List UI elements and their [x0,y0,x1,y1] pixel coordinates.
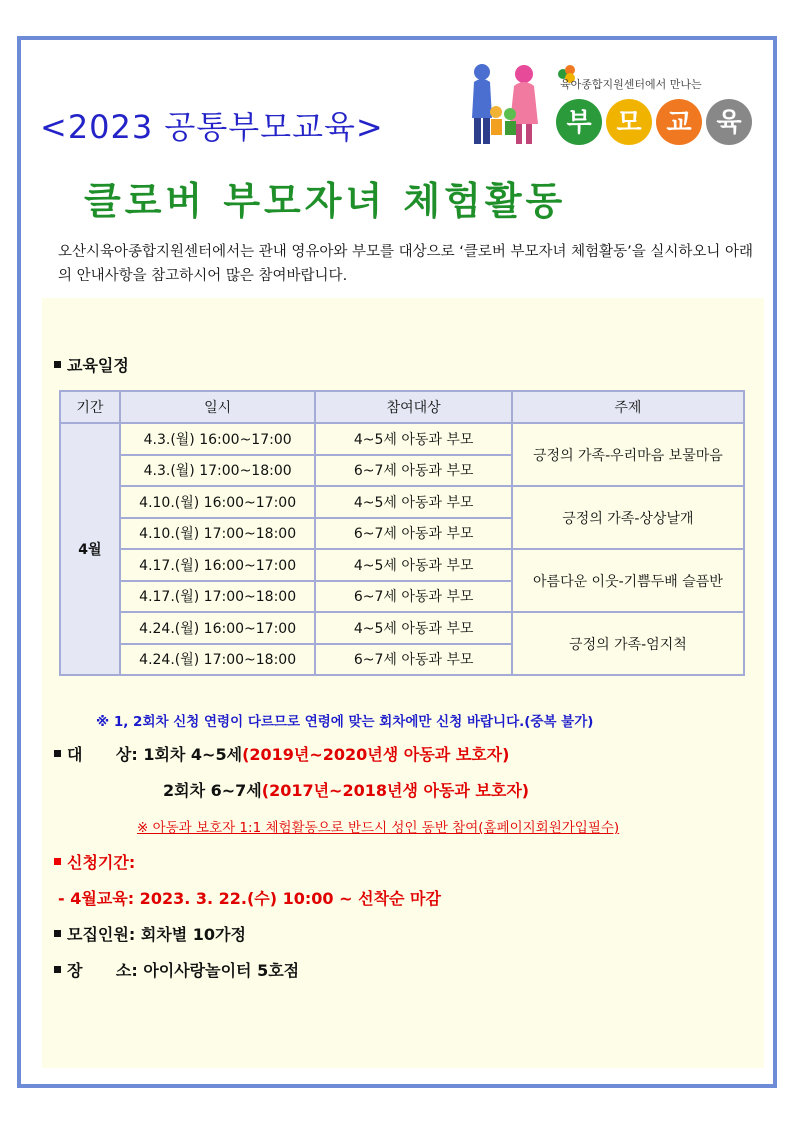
bullet-square-icon [54,966,61,973]
datetime-cell: 4.10.(월) 17:00~18:00 [120,518,316,550]
logo-char-4: 육 [716,108,742,138]
datetime-cell: 4.3.(월) 16:00~17:00 [120,423,316,455]
col-header-topic: 주제 [512,391,744,423]
program-title: <2023 공통부모교육> [40,108,384,146]
target-row-2 [163,778,529,801]
bullet-square-icon [54,750,61,757]
place-row [54,958,299,981]
place-value: 아이사랑놀이터 5호점 [143,961,300,980]
datetime-cell: 4.17.(월) 17:00~18:00 [120,581,316,613]
topic-cell: 긍정의 가족-우리마음 보물마음 [512,423,744,486]
target-cell: 6~7세 아동과 부모 [315,644,511,676]
intro-text: 오산시육아종합지원센터에서는 관내 영유아와 부모를 대상으로 ‘클로버 부모자녀 체험활동’을 실시하오니 아래의 안내사항을 참고하시어 많은 참여바랍니다. [58,244,754,284]
logo-char-3: 교 [666,108,692,138]
target-session-1-detail: (2019년~2020년생 아동과 보호자) [242,745,510,764]
target-cell: 4~5세 아동과 부모 [315,423,511,455]
guardian-note: ※ 아동과 보호자 1:1 체험활동으로 반드시 성인 동반 참여(홈페이지회원가입필수) [137,820,620,836]
col-header-period: 기간 [60,391,120,423]
bullet-square-icon [54,361,61,368]
schedule-table [59,390,745,676]
logo-char-2: 모 [616,108,642,138]
duplicate-note: ※ 1, 2회차 신청 연령이 다르므로 연령에 맞는 회차에만 신청 바랍니다.(중복 불가) [96,714,594,730]
col-header-target: 참여대상 [315,391,511,423]
recruit-value: 회차별 10가정 [140,925,246,944]
activity-title: 클로버 부모자녀 체험활동 [84,179,567,223]
apply-heading: 신청기간: [54,850,135,873]
table-row [60,423,744,455]
apply-detail: - 4월교육: 2023. 3. 22.(수) 10:00 ~ 선착순 마감 [58,889,441,908]
table-row [60,612,744,644]
table-row [60,549,744,581]
month-cell: 4월 [60,423,120,675]
recruit-label: 모집인원: [67,925,136,944]
target-session-1: 1회차 4~5세 [143,745,243,764]
target-row-1 [54,742,509,765]
datetime-cell: 4.24.(월) 16:00~17:00 [120,612,316,644]
table-row [60,486,744,518]
topic-cell: 긍정의 가족-엄지척 [512,612,744,675]
target-label: 대 상: [67,745,138,764]
target-cell: 6~7세 아동과 부모 [315,518,511,550]
target-cell: 4~5세 아동과 부모 [315,612,511,644]
bullet-square-icon [54,930,61,937]
table-header-row [60,391,744,423]
target-cell: 6~7세 아동과 부모 [315,455,511,487]
target-cell: 6~7세 아동과 부모 [315,581,511,613]
logo-char-1: 부 [566,108,592,138]
logo-subtitle: 육아종합지원센터에서 만나는 [560,78,702,91]
target-session-2: 2회차 6~7세 [163,781,262,800]
datetime-cell: 4.3.(월) 17:00~18:00 [120,455,316,487]
target-session-2-detail: (2017년~2018년생 아동과 보호자) [261,781,530,800]
datetime-cell: 4.17.(월) 16:00~17:00 [120,549,316,581]
recruit-row [54,922,246,945]
schedule-heading: 교육일정 [54,353,129,376]
bullet-square-icon [54,858,61,865]
target-cell: 4~5세 아동과 부모 [315,486,511,518]
place-label: 장 소: [67,961,138,980]
datetime-cell: 4.10.(월) 16:00~17:00 [120,486,316,518]
datetime-cell: 4.24.(월) 17:00~18:00 [120,644,316,676]
topic-cell: 긍정의 가족-상상날개 [512,486,744,549]
target-cell: 4~5세 아동과 부모 [315,549,511,581]
topic-cell: 아름다운 이웃-기쁨두배 슬픔반 [512,549,744,612]
col-header-datetime: 일시 [120,391,316,423]
